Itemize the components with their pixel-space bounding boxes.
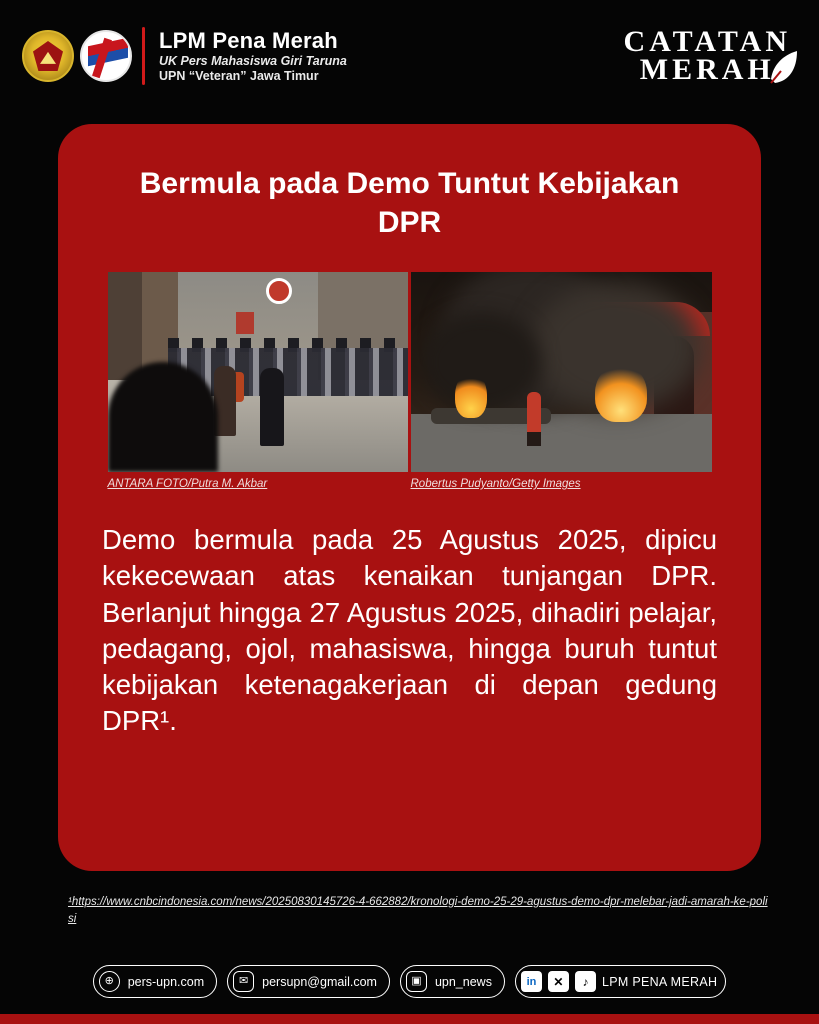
photo-demo-police (108, 272, 408, 472)
card-body-text: Demo bermula pada 25 Agustus 2025, dipicu kekecewaan atas kenaikan tunjangan DPR. Berlanjut hingga 27 Agustus 2025, dihadiri pelajar, pedagang, ojol, mahasiswa, hingga buruh tuntut kebijakan ketenagakerjaan di depan gedung DPR¹. (102, 524, 717, 737)
brand-subtitle-org: UK Pers Mahasiswa Giri Taruna (159, 54, 347, 69)
instagram-icon: ▣ (406, 971, 427, 992)
brand-title: LPM Pena Merah (159, 28, 338, 54)
photo-credits (108, 478, 712, 490)
footnote-source-link[interactable]: ¹https://www.cnbcindonesia.com/news/20250830145726-4-662882/kronologi-demo-25-29-agustus-demo-dpr-melebar-jadi-amarah-ke-polisi (68, 896, 768, 926)
footer-instagram-label: upn_news (434, 974, 492, 989)
photo-row (108, 272, 712, 472)
series-wordmark (624, 25, 797, 87)
upn-veteran-logo (22, 30, 74, 82)
mail-icon: ✉ (233, 971, 254, 992)
footer-website-pill[interactable] (93, 965, 217, 998)
globe-icon: ⊕ (99, 971, 120, 992)
x-twitter-icon[interactable]: ✕ (548, 971, 569, 992)
photo-credit-left: ANTARA FOTO/Putra M. Akbar (107, 478, 268, 490)
content-card (58, 124, 761, 871)
brand-block (159, 28, 347, 83)
header-divider (142, 27, 145, 85)
footer-website-label: pers-upn.com (127, 974, 205, 989)
bottom-accent-bar (0, 1014, 819, 1024)
quill-icon (763, 47, 803, 87)
linkedin-icon[interactable]: in (521, 971, 542, 992)
logo-group (22, 30, 132, 82)
brand-subtitle-university: UPN “Veteran” Jawa Timur (159, 68, 319, 83)
page-header (0, 0, 819, 104)
footer-social-pill[interactable] (515, 965, 726, 998)
footer-contact-bar (0, 965, 819, 998)
footer-email-pill[interactable] (227, 965, 390, 998)
footer-email-label: persupn@gmail.com (262, 974, 377, 989)
card-title: Bermula pada Demo Tuntut Kebijakan DPR (139, 167, 680, 239)
photo-burning-barricade (411, 272, 712, 472)
photo-credit-right: Robertus Pudyanto/Getty Images (410, 478, 581, 490)
series-wordmark-line1: CATATAN (623, 25, 791, 58)
tiktok-icon[interactable]: ♪ (575, 971, 596, 992)
series-wordmark-line2: MERAH (639, 53, 775, 86)
lpm-pena-merah-logo (80, 30, 132, 82)
footer-instagram-pill[interactable] (400, 965, 505, 998)
footer-social-label: LPM PENA MERAH (601, 974, 718, 989)
